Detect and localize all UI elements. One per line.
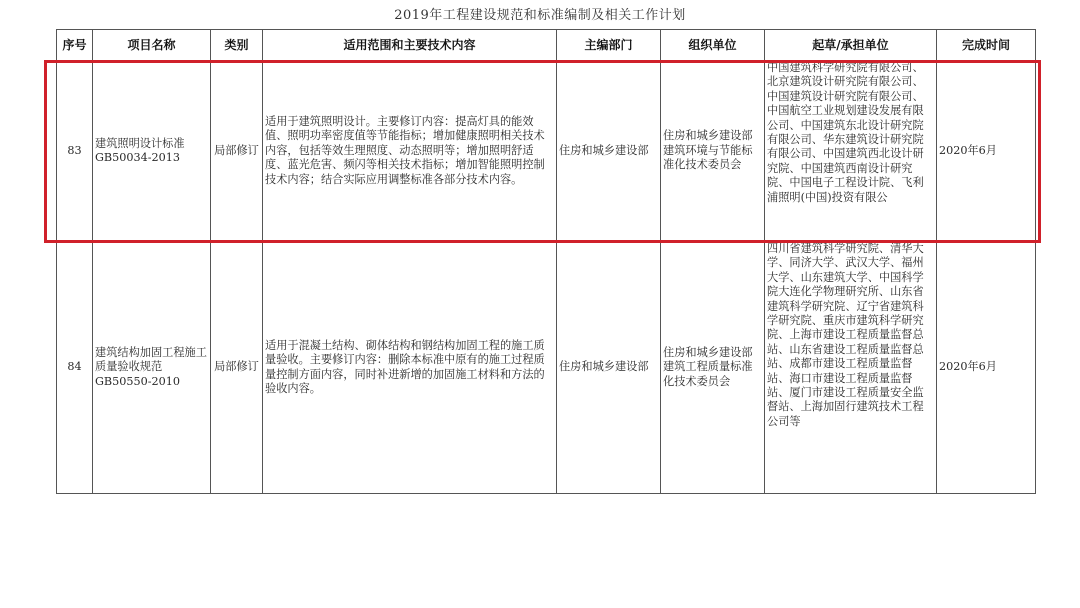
header-no: 序号	[57, 30, 93, 61]
organizing-unit: 住房和城乡建设部建筑工程质量标准化技术委员会	[661, 242, 765, 494]
scope-content: 适用于混凝土结构、砌体结构和钢结构加固工程的施工质量验收。主要修订内容：删除本标准中原有的施工过程质量控制方面内容，同时补进新增的加固施工材料和方法的验收内容。	[263, 242, 557, 494]
table-row	[57, 242, 1036, 494]
table-row	[57, 61, 1036, 242]
header-project-name: 项目名称	[93, 30, 211, 61]
header-drafter: 起草/承担单位	[765, 30, 937, 61]
project-type: 局部修订	[211, 61, 263, 242]
header-org: 组织单位	[661, 30, 765, 61]
project-type: 局部修订	[211, 242, 263, 494]
completion-date: 2020年6月	[937, 242, 1036, 494]
scope-content: 适用于建筑照明设计。主要修订内容：提高灯具的能效值、照明功率密度值等节能指标；增加健康照明相关技术内容，包括等效生理照度、动态照明等；增加照明舒适度、蓝光危害、频闪等相关技术指标；增加智能照明控制技术内容；结合实际应用调整标准各部分技术内容。	[263, 61, 557, 242]
project-name: 建筑结构加固工程施工质量验收规范GB50550-2010	[93, 242, 211, 494]
editing-dept: 住房和城乡建设部	[557, 242, 661, 494]
plan-table	[56, 29, 1036, 494]
header-row	[57, 30, 1036, 61]
row-number: 84	[57, 242, 93, 494]
header-type: 类别	[211, 30, 263, 61]
drafting-units: 中国建筑科学研究院有限公司、北京建筑设计研究院有限公司、中国建筑设计研究院有限公司、中国航空工业规划建设发展有限公司、中国建筑东北设计研究院有限公司、华东建筑设计研究院有限公司、中国建筑西北设计研究院、中国建筑西南设计研究院、中国电子工程设计院、飞利浦照明(中国)投资有限公	[765, 61, 937, 242]
drafting-units: 四川省建筑科学研究院、清华大学、同济大学、武汉大学、福州大学、山东建筑大学、中国科学院大连化学物理研究所、山东省建筑科学研究院、辽宁省建筑科学研究院、重庆市建筑科学研究院、上海市建设工程质量监督总站、山东省建设工程质量监督总站、成都市建设工程质量监督站、海口市建设工程质量监督站、厦门市建设工程质量安全监督站、上海加固行建筑技术工程公司等	[765, 242, 937, 494]
document-title: 2019年工程建设规范和标准编制及相关工作计划	[394, 8, 686, 23]
row-number: 83	[57, 61, 93, 242]
header-dept: 主编部门	[557, 30, 661, 61]
project-name: 建筑照明设计标准GB50034-2013	[93, 61, 211, 242]
header-date: 完成时间	[937, 30, 1036, 61]
editing-dept: 住房和城乡建设部	[557, 61, 661, 242]
header-scope: 适用范围和主要技术内容	[263, 30, 557, 61]
organizing-unit: 住房和城乡建设部建筑环境与节能标准化技术委员会	[661, 61, 765, 242]
completion-date: 2020年6月	[937, 61, 1036, 242]
